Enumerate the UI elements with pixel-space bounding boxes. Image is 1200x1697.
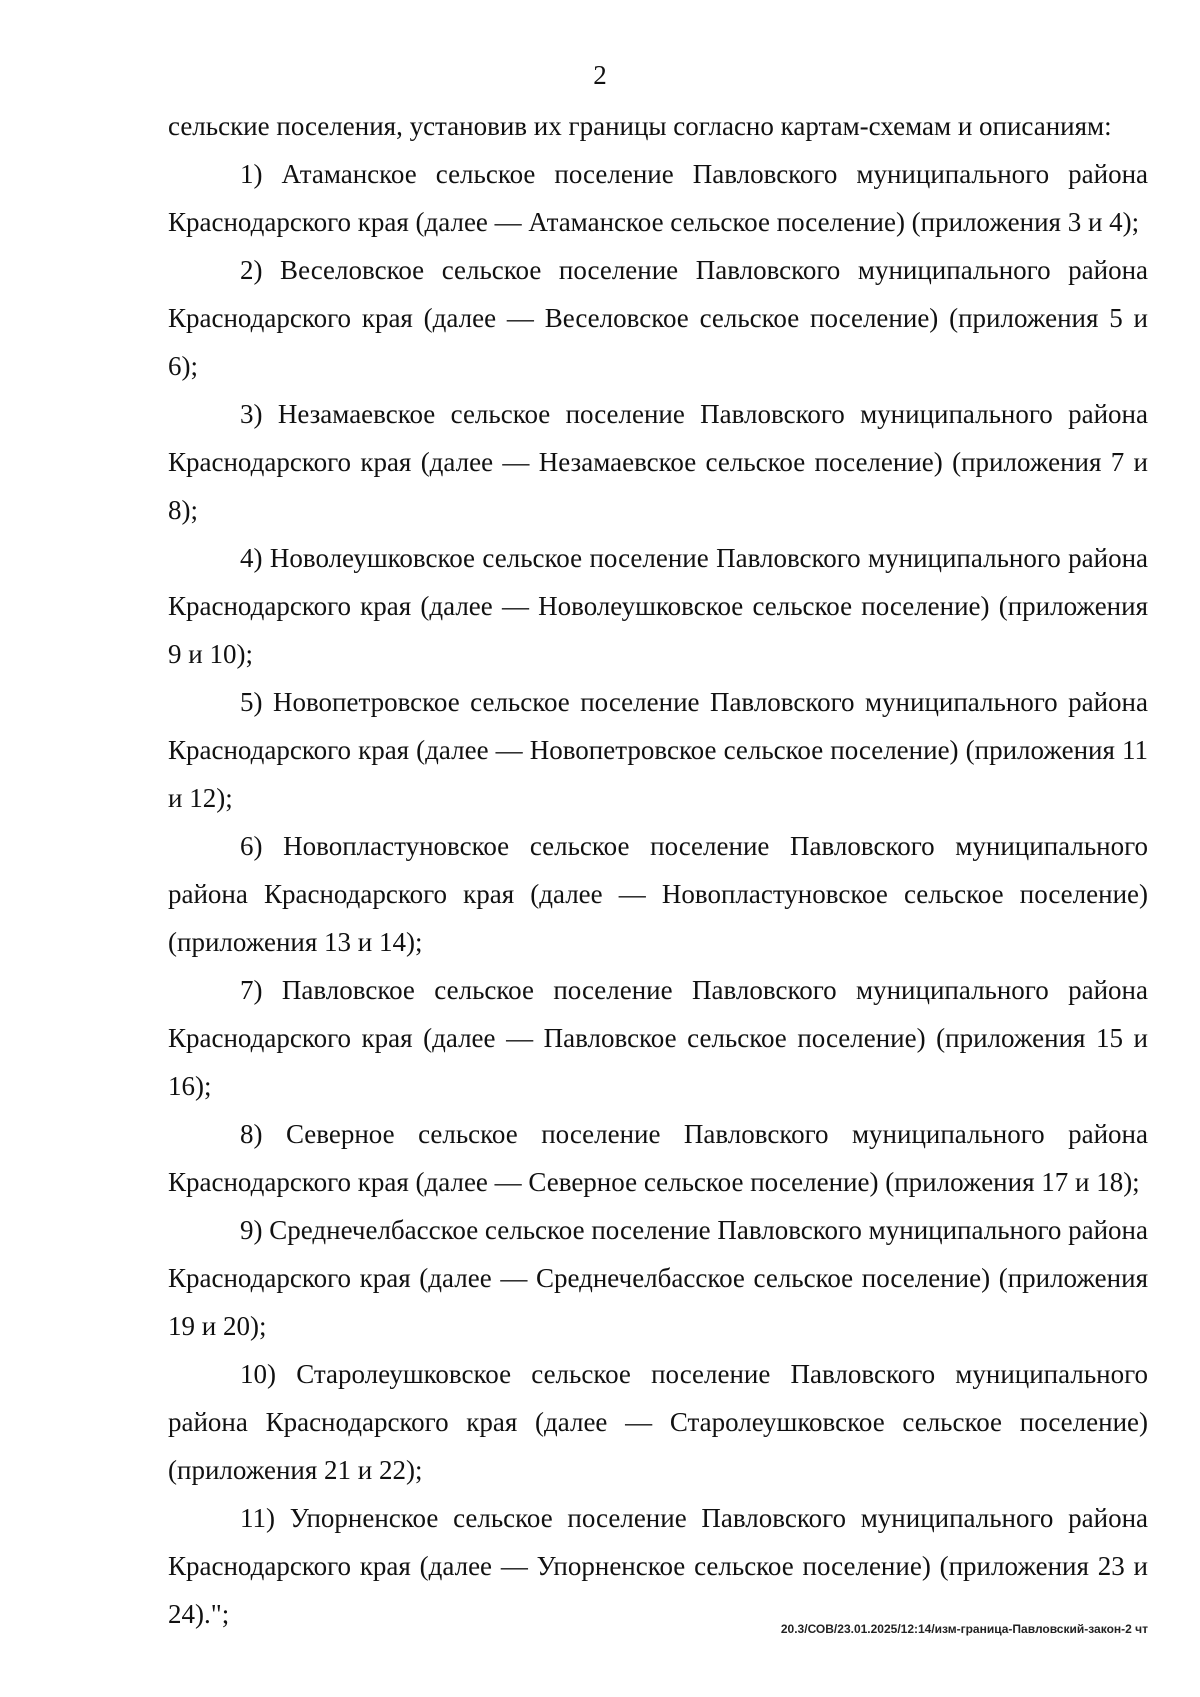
list-item: 1) Атаманское сельское поселение Павловского муниципального района Краснодарского края (далее — Атаманское сельское поселение) (приложения 3 и 4); (168, 159, 1148, 237)
list-item: 3) Незамаевское сельское поселение Павловского муниципального района Краснодарского края (далее — Незамаевское сельское поселение) (приложения 7 и 8); (168, 399, 1148, 525)
list-item: 11) Упорненское сельское поселение Павловского муниципального района Краснодарского края (далее — Упорненское сельское поселение) (приложения 23 и 24)."; (168, 1503, 1148, 1629)
list-item: 4) Новолеушковское сельское поселение Павловского муниципального района Краснодарского края (далее — Новолеушковское сельское поселение) (приложения 9 и 10); (168, 543, 1148, 669)
document-footer: 20.3/СОВ/23.01.2025/12:14/изм-граница-Павловский-закон-2 чт (780, 1622, 1148, 1636)
list-item: 7) Павловское сельское поселение Павловского муниципального района Краснодарского края (далее — Павловское сельское поселение) (приложения 15 и 16); (168, 975, 1148, 1101)
list-item: 8) Северное сельское поселение Павловского муниципального района Краснодарского края (далее — Северное сельское поселение) (приложения 17 и 18); (168, 1119, 1148, 1197)
page-number: 2 (593, 60, 607, 90)
intro-paragraph: сельские поселения, установив их границы согласно картам-схемам и описаниям: (168, 111, 1112, 141)
list-item: 2) Веселовское сельское поселение Павловского муниципального района Краснодарского края (далее — Веселовское сельское поселение) (приложения 5 и 6); (168, 255, 1148, 381)
list-item: 10) Старолеушковское сельское поселение Павловского муниципального района Краснодарского края (далее — Старолеушковское сельское поселение) (приложения 21 и 22); (168, 1359, 1148, 1485)
document-body (168, 102, 1148, 1638)
list-item: 6) Новопластуновское сельское поселение Павловского муниципального района Краснодарского края (далее — Новопластуновское сельское поселение) (приложения 13 и 14); (168, 831, 1148, 957)
list-item: 9) Среднечелбасское сельское поселение Павловского муниципального района Краснодарского края (далее — Среднечелбасское сельское поселение) (приложения 19 и 20); (168, 1215, 1148, 1341)
list-item: 5) Новопетровское сельское поселение Павловского муниципального района Краснодарского края (далее — Новопетровское сельское поселение) (приложения 11 и 12); (168, 687, 1148, 813)
